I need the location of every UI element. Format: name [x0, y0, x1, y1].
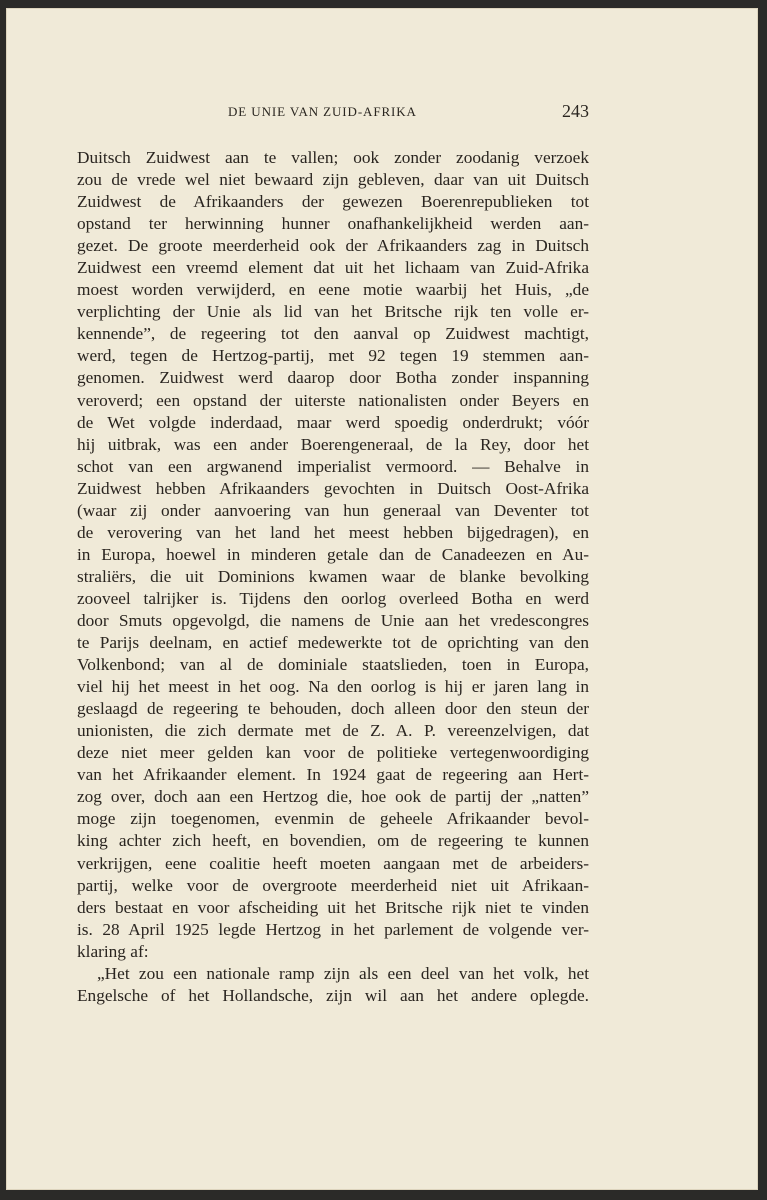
text-line: te Parijs deelnam, en actief medewerkte tot de oprichting van den	[77, 633, 589, 653]
text-line: klaring af:	[77, 941, 149, 961]
text-line: zooveel talrijker is. Tijdens den oorlog overleed Botha en werd	[77, 588, 589, 608]
body-text	[77, 147, 589, 1007]
text-line: partij, welke voor de overgroote meerderheid niet uit Afrikaan-	[77, 875, 589, 895]
text-line: straliërs, die uit Dominions kwamen waar de blanke bevolking	[77, 566, 589, 586]
text-line: de verovering van het land het meest hebben bijgedragen), en	[77, 522, 589, 542]
text-line: ders bestaat en voor afscheiding uit het Britsche rijk niet te vinden	[77, 897, 589, 917]
quote-line: „Het zou een nationale ramp zijn als een deel van het volk, het	[97, 963, 589, 983]
quote-line: Engelsche of het Hollandsche, zijn wil aan het andere oplegde.	[77, 985, 589, 1005]
text-line: schot van een argwanend imperialist vermoord. — Behalve in	[77, 456, 589, 476]
text-line: gezet. De groote meerderheid ook der Afrikaanders zag in Duitsch	[77, 236, 589, 256]
text-line: unionisten, die zich dermate met de Z. A. P. vereenzelvigen, dat	[77, 721, 589, 741]
running-head	[6, 101, 758, 124]
text-line: genomen. Zuidwest werd daarop door Botha zonder inspanning	[77, 368, 589, 388]
text-line: viel hij het meest in het oog. Na den oorlog is hij er jaren lang in	[77, 677, 589, 697]
text-line: door Smuts opgevolgd, die namens de Unie aan het vredescongres	[77, 610, 589, 630]
running-head-title: DE UNIE VAN ZUID-AFRIKA	[228, 104, 417, 119]
text-line: verkrijgen, eene coalitie heeft moeten aangaan met de arbeiders-	[77, 853, 589, 873]
text-line: king achter zich heeft, en bovendien, om de regeering te kunnen	[77, 831, 589, 851]
text-line: moest worden verwijderd, en eene motie waarbij het Huis, „de	[77, 280, 589, 300]
text-line: Duitsch Zuidwest aan te vallen; ook zonder zoodanig verzoek	[77, 148, 589, 167]
text-line: Zuidwest een vreemd element dat uit het lichaam van Zuid-Afrika	[77, 258, 589, 278]
text-line: de Wet volgde inderdaad, maar werd spoedig onderdrukt; vóór	[77, 412, 589, 432]
text-line: Volkenbond; van al de dominiale staatslieden, toen in Europa,	[77, 655, 589, 675]
text-line: kennende”, de regeering tot den aanval op Zuidwest machtigt,	[77, 324, 589, 344]
text-line: zou de vrede wel niet bewaard zijn gebleven, daar van uit Duitsch	[77, 170, 589, 190]
text-line: deze niet meer gelden kan voor de politieke vertegenwoordiging	[77, 743, 589, 763]
text-line: (waar zij onder aanvoering van hun generaal van Deventer tot	[77, 500, 589, 520]
text-line: zog over, doch aan een Hertzog die, hoe ook de partij der „natten”	[77, 787, 589, 807]
text-line: van het Afrikaander element. In 1924 gaat de regeering aan Hert-	[77, 765, 589, 785]
text-line: is. 28 April 1925 legde Hertzog in het parlement de volgende ver-	[77, 919, 589, 939]
text-line: opstand ter herwinning hunner onafhankelijkheid werden aan-	[77, 214, 589, 234]
text-line: moge zijn toegenomen, evenmin de geheele Afrikaander bevol-	[77, 809, 589, 829]
text-line: Zuidwest de Afrikaanders der gewezen Boerenrepublieken tot	[77, 192, 589, 212]
text-line: werd, tegen de Hertzog-partij, met 92 tegen 19 stemmen aan-	[77, 346, 589, 366]
text-line: verplichting der Unie als lid van het Britsche rijk ten volle er-	[77, 302, 589, 322]
text-line: veroverd; een opstand der uiterste nationalisten onder Beyers en	[77, 390, 589, 410]
text-line: geslaagd de regeering te behouden, doch alleen door den steun der	[77, 699, 589, 719]
text-line: Zuidwest hebben Afrikaanders gevochten in Duitsch Oost-Afrika	[77, 478, 589, 498]
text-line: hij uitbrak, was een ander Boerengeneraal, de la Rey, door het	[77, 434, 589, 454]
page-number: 243	[562, 101, 589, 121]
book-page	[6, 8, 758, 1190]
text-line: in Europa, hoewel in minderen getale dan de Canadeezen en Au-	[77, 544, 589, 564]
